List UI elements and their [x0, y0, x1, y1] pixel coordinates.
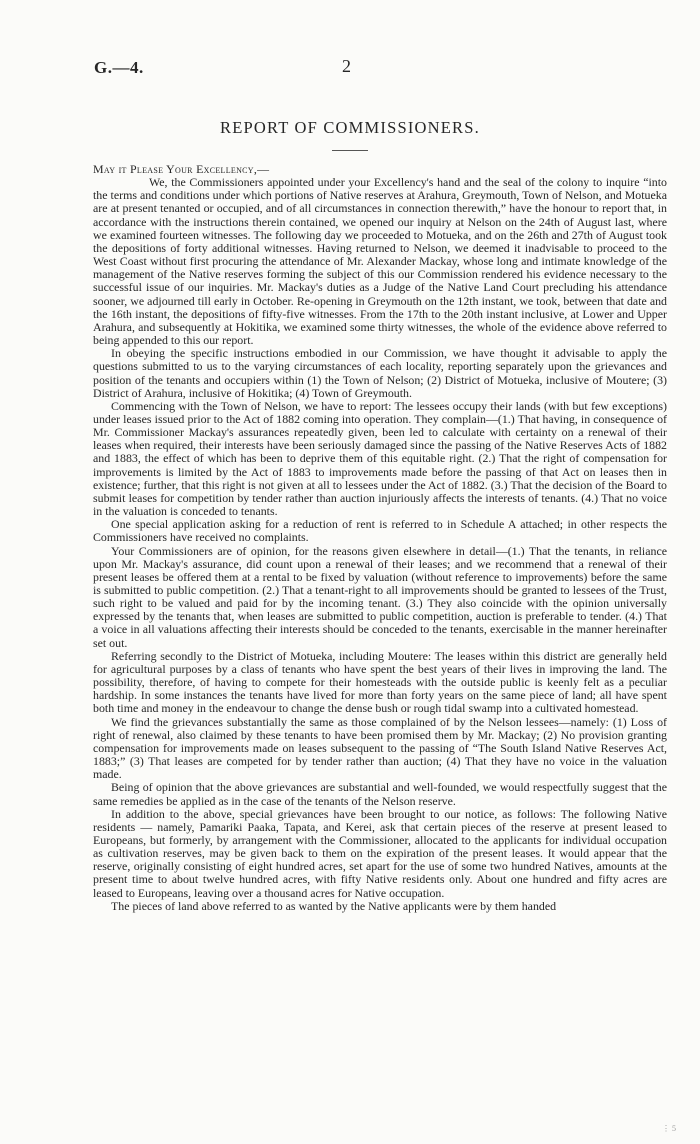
page-reference: G.—4. [94, 58, 144, 77]
document-title: REPORT OF COMMISSIONERS. [220, 118, 480, 137]
paragraph: In obeying the specific instructions embodied in our Commission, we have thought it advisable to apply the questions submitted to us to the varying circumstances of each locality, reporting separately upon the grievances and position of the tenants and occupiers within (1) the Town of Nelson; (2) District of Motueka, inclusive of Moutere; (3) District of Arahura, inclusive of Hokitika; (4) Town of Greymouth. [93, 346, 667, 400]
paragraph: Referring secondly to the District of Motueka, including Moutere: The leases within this district are generally held for agricultural purposes by a class of tenants who have spent the best years of their lives in improving the land. The possibility, therefore, of having to compete for their homesteads with the outside public is keenly felt as a peculiar hardship. In some instances the tenants have lived for more than forty years on the same piece of land; all have spent both time and money in the endeavour to change the dense bush or rough tidal swamp into a cultivated homestead. [93, 648, 667, 716]
title-divider [332, 150, 368, 151]
paragraph: Your Commissioners are of opinion, for the reasons given elsewhere in detail—(1.) That the tenants, in reliance upon Mr. Mackay's assurance, did count upon a renewal of their leases; and we recommend that a renewal of their present leases be offered them at a rental to be fixed by valuation (without reference to improvements) before the same is submitted to public competition. (2.) That a tenant-right to all improvements should be granted to lessees of the Trust, such right to be valued and paid for by the incoming tenant. (3.) They also coincide with the opinion universally expressed by the tenants that, when leases are submitted to public competition, auction is preferable to tender. (4.) That a voice in all valuations affecting their interests should be conceded to the tenants, exercisable in the manner hereinafter set out. [93, 543, 667, 650]
salutation: May it Please Your Excellency,— [93, 162, 270, 176]
paragraph: The pieces of land above referred to as wanted by the Native applicants were by them handed [111, 898, 557, 913]
paragraph: One special application asking for a reduction of rent is referred to in Schedule A attached; in other respects the Commissioners have received no complaints. [93, 517, 667, 545]
page-number: 2 [342, 56, 351, 76]
paragraph: We, the Commissioners appointed under your Excellency's hand and the seal of the colony to inquire “into the terms and conditions under which portions of Native reserves at Arahura, Greymouth, Town of Nelson, and Motueka are at present tenanted or occupied, and of all circumstances in connection therewith,” have the honour to report that, in accordance with the instructions therein contained, we opened our inquiry at Nelson on the 24th of August last, where we examined fourteen witnesses. The following day we proceeded to Motueka, and on the 26th and 27th of August took the depositions of forty additional witnesses. Having returned to Nelson, we deemed it inadvisable to proceed to the West Coast without first procuring the attendance of Mr. Alexander Mackay, whose long and intimate knowledge of the management of the Native reserves forming the subject of this our Commission rendered his evidence necessary to the successful issue of our inquiries. Mr. Mackay's duties as a Judge of the Native Land Court precluding his attendance sooner, we adjourned till early in October. Re-opening in Greymouth on the 12th instant, we took, between that date and the 16th instant, the depositions of fifty-five witnesses. From the 17th to the 20th instant inclusive, at Lower and Upper Arahura, and subsequently at Hokitika, we examined some thirty witnesses, the whole of the evidence above referred to being appended to this our report. [93, 175, 667, 348]
paragraph: In addition to the above, special grievances have been brought to our notice, as follows: The following Native residents — namely, Pamariki Paaka, Tapata, and Kerei, ask that certain pieces of the reserve at present leased to Europeans, but formerly, by arrangement with the Commissioner, allocated to the applicants for individual occupation as cultivation reserves, may be given back to them on the expiration of the present leases. It would appear that the reserve, originally consisting of eight hundred acres, set apart for the use of some two hundred Natives, amounts at the present time to about twelve hundred acres, with fifty Native residents only. About one hundred and fifty acres are leased to Europeans, leaving over a thousand acres for Native occupation. [93, 806, 667, 900]
scan-mark: ⋮ 5 [662, 1124, 676, 1133]
report-body [93, 163, 667, 913]
paragraph: Commencing with the Town of Nelson, we have to report: The lessees occupy their lands (with but few exceptions) under leases issued prior to the Act of 1882 coming into operation. They complain—(1.) That having, in consequence of Mr. Commissioner Mackay's assurances repeatedly given, been led to calculate with certainty on a renewal of their leases when required, their interests have been seriously damaged since the passing of the Native Reserves Acts of 1882 and 1883, the effect of which has been to deprive them of this equitable right. (2.) That the right of compensation for improvements is limited by the Act of 1883 to improvements made before the passing of that Act on leases then in existence; further, that this right is not given at all to lessees under the Act of 1882. (3.) That the decision of the Board to submit leases for competition by tender rather than auction injuriously affects the interests of tenants. (4.) That no voice in the valuation is conceded to tenants. [93, 398, 667, 519]
paragraph: We find the grievances substantially the same as those complained of by the Nelson lessees—namely: (1) Loss of right of renewal, also claimed by these tenants to have been promised them by Mr. Mackay; (2) No provision granting compensation for improvements made on leases subsequent to the passing of “The South Island Native Reserves Act, 1883;” (3) That leases are competed for by tender rather than auction; (4) That they have no voice in the valuation made. [93, 714, 667, 782]
paragraph: Being of opinion that the above grievances are substantial and well-founded, we would respectfully suggest that the same remedies be applied as in the case of the tenants of the Nelson reserve. [93, 780, 667, 808]
